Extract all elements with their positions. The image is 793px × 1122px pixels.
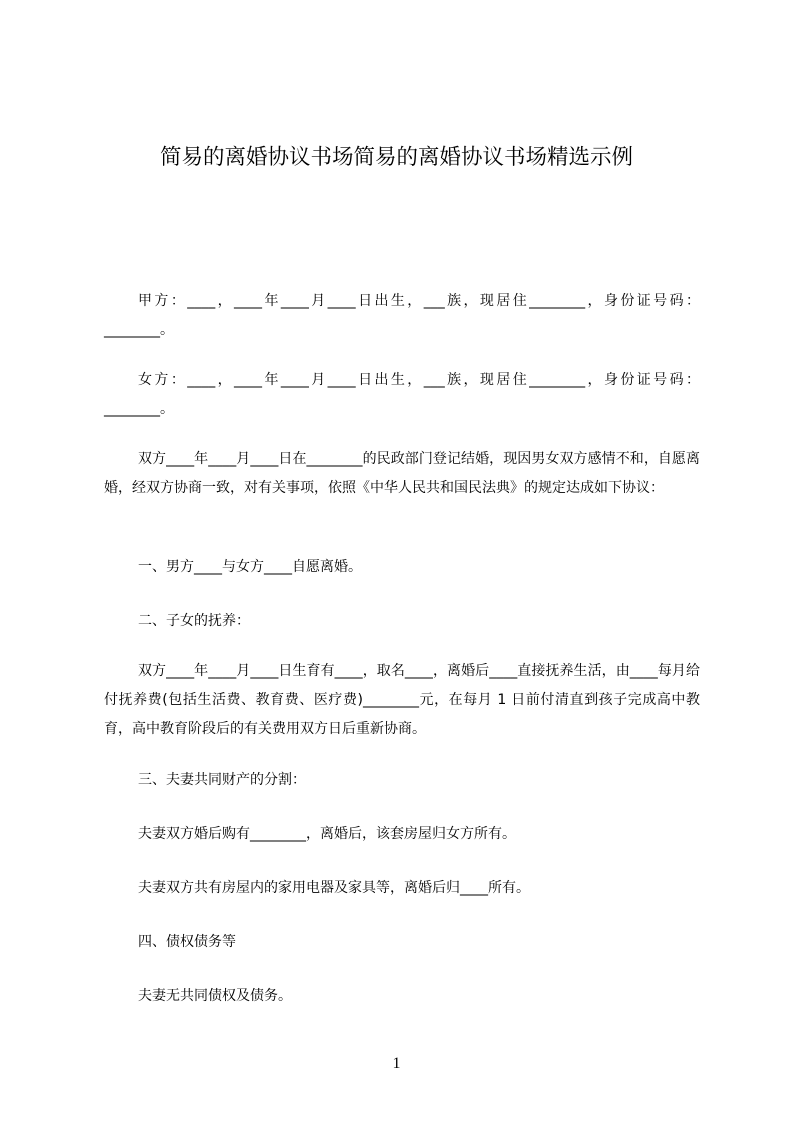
paragraph-furniture: 夫妻双方共有房屋内的家用电器及家具等，离婚后归____所有。 [138,880,530,896]
paragraph-section-4-heading: 四、债权债务等 [138,934,236,950]
document-title: 简易的离婚协议书场简易的离婚协议书场精选示例 [159,145,633,170]
paragraph-child-custody: 双方____年____月____日生育有____，取名____，离婚后____直接抚养生活，由____每月给付抚养费(包括生活费、教育费、医疗费)________元，在每月 1 日前付清直到孩子完成高中教育，高中教育阶段后的有关费用双方日后重新协商。 [104,663,700,737]
paragraph-party-b: 女方：____，____年____月____日出生，___族，现居住________，身份证号码：________。 [104,372,700,417]
paragraph-section-3-heading: 三、夫妻共同财产的分割： [138,772,306,788]
page-number: 1 [392,1055,401,1072]
paragraph-debts: 夫妻无共同债权及债务。 [138,988,292,1004]
paragraph-section-1: 一、男方____与女方____自愿离婚。 [138,559,362,575]
paragraph-section-2-heading: 二、子女的抚养： [138,613,250,629]
paragraph-party-a: 甲方：____，____年____月____日出生，___族，现居住________，身份证号码：________。 [104,293,700,338]
paragraph-marriage-registration: 双方____年____月____日在________的民政部门登记结婚，现因男女双方感情不和，自愿离婚，经双方协商一致，对有关事项，依照《中华人民共和国民法典》的规定达成如下协议： [104,451,700,496]
paragraph-house: 夫妻双方婚后购有________，离婚后，该套房屋归女方所有。 [138,826,516,842]
